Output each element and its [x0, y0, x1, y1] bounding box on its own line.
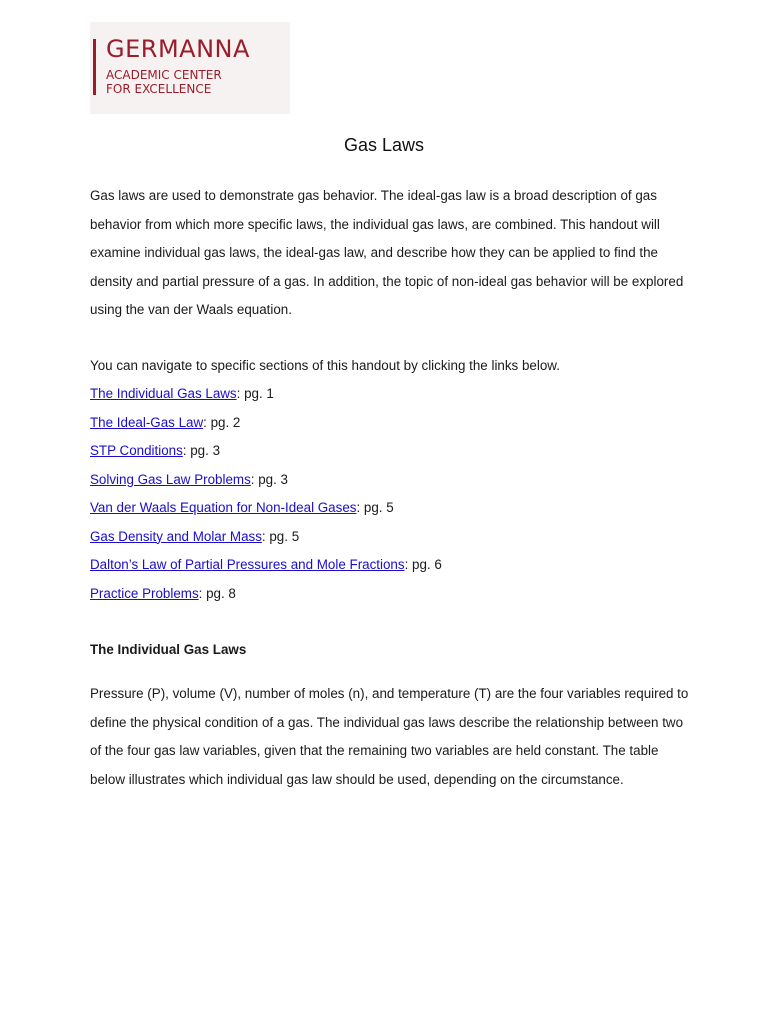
logo-bar [93, 39, 96, 95]
toc-item [90, 551, 690, 580]
logo-name: GERMANNA [106, 35, 250, 63]
logo-subtitle-line-1: ACADEMIC CENTER [106, 68, 222, 82]
toc-page: : pg. 5 [261, 528, 300, 544]
toc-page: : pg. 5 [356, 500, 394, 515]
toc-item [90, 437, 690, 466]
toc-link-gas-density[interactable]: Gas Density and Molar Mass [90, 528, 262, 544]
toc-item [90, 494, 690, 523]
toc-link-van-der-waals[interactable]: Van der Waals Equation for Non-Ideal Gases [90, 500, 357, 515]
intro-paragraph: Gas laws are used to demonstrate gas behavior. The ideal-gas law is a broad description of gas behavior from which more specific laws, the individual gas laws, are combined. This handout will examine individual gas laws, the ideal-gas law, and describe how they can be applied to find the density and partial pressure of a gas. In addition, the topic of non-ideal gas behavior will be explored using the van der Waals equation. [90, 188, 684, 317]
toc-page: : pg. 8 [198, 585, 236, 601]
toc-item [90, 409, 690, 438]
toc-link-stp-conditions[interactable]: STP Conditions [90, 443, 183, 458]
toc-link-solving-problems[interactable]: Solving Gas Law Problems [90, 471, 251, 487]
toc-item [90, 466, 690, 495]
toc-page: : pg. 3 [182, 443, 221, 458]
toc-item [90, 380, 690, 409]
toc-item [90, 523, 690, 552]
toc-link-practice-problems[interactable]: Practice Problems [90, 585, 199, 601]
toc-page: : pg. 6 [404, 557, 442, 572]
toc-page: : pg. 2 [203, 414, 241, 430]
toc-page: : pg. 3 [250, 471, 288, 487]
logo-subtitle [106, 68, 222, 96]
section-heading: The Individual Gas Laws [90, 642, 247, 657]
logo-subtitle-line-2: FOR EXCELLENCE [106, 82, 212, 96]
navigation-note: You can navigate to specific sections of this handout by clicking the links below. [90, 358, 560, 373]
section-paragraph: Pressure (P), volume (V), number of moles (n), and temperature (T) are the four variables required to define the physical condition of a gas. The individual gas laws describe the relationship between two of the four gas law variables, given that the remaining two variables are held constant. The table below illustrates which individual gas law should be used, depending on the circumstance. [90, 686, 689, 787]
toc-link-ideal-gas-law[interactable]: The Ideal-Gas Law [90, 414, 204, 430]
toc-item [90, 580, 690, 609]
germanna-logo [90, 22, 290, 114]
toc-link-individual-gas-laws[interactable]: The Individual Gas Laws [90, 386, 237, 401]
toc-link-daltons-law[interactable]: Dalton’s Law of Partial Pressures and Mole Fractions [90, 557, 405, 572]
table-of-contents [90, 380, 690, 608]
toc-page: : pg. 1 [236, 386, 274, 401]
page-title: Gas Laws [343, 135, 425, 155]
